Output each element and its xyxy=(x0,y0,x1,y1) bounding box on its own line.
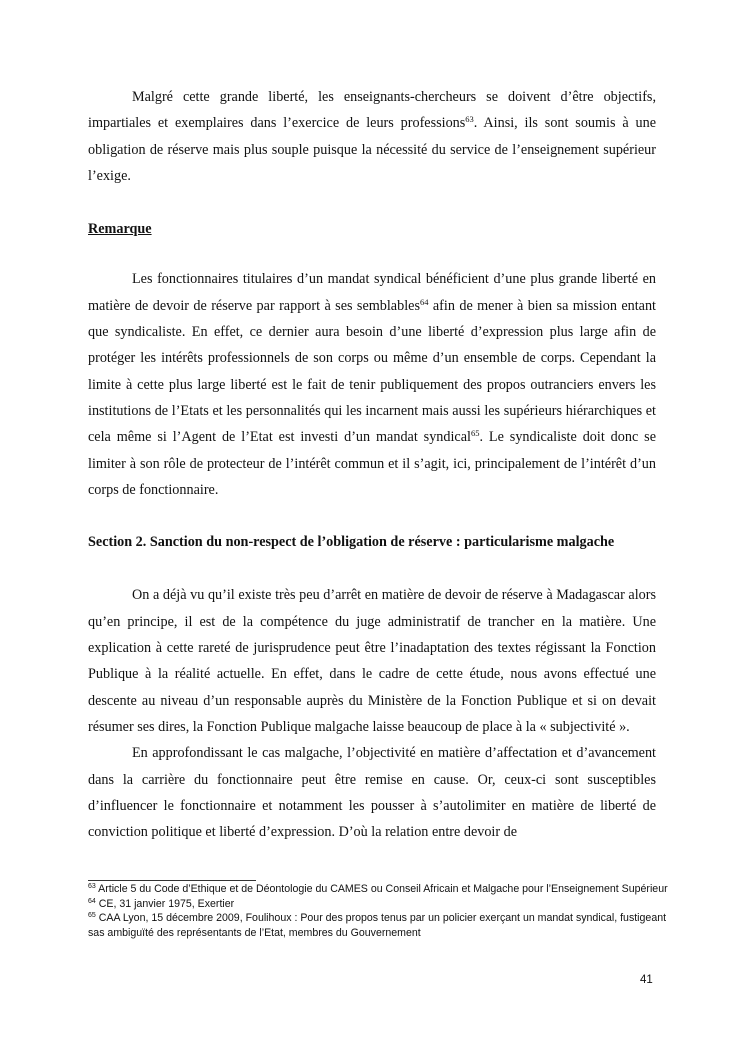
page-number: 41 xyxy=(640,974,653,986)
remark-heading: Remarque xyxy=(88,221,152,238)
footnote-ref-65[interactable]: 65 xyxy=(470,428,480,439)
footnote-separator xyxy=(88,880,256,881)
page-body xyxy=(88,84,656,845)
section-title: Section 2. Sanction du non-respect de l’obligation de réserve : particularisme malgache xyxy=(88,534,615,551)
footnote-ref-63[interactable]: 63 xyxy=(465,114,474,125)
paragraph-union-mandate: Les fonctionnaires titulaires d’un mandat syndical bénéficient d’une plus grande liberté en matière de devoir de réserve par rapport à ses semblables$^{64}$ afin de mener à bien sa mission entant que syndicaliste. En effet, ce dernier aura besoin d’une liberté d’expression plus large afin de protéger les intérêts professionnels de son corps ou même d’un ensemble de corps. Cependant la limite à cette plus large liberté est le fait de tenir publiquement des propos outranciers envers les institutions de l’Etats et les personnalités qui les incarnent mais aussi les supérieurs hiérarchiques et cela même si l’Agent de l’Etat est investi d’un mandat syndical$^{65}$. Le syndicaliste doit donc se limiter à son rôle de protecteur de l’intérêt commun et il s’agit, ici, principalement de l’intérêt d’un corps de fonctionnaire. xyxy=(88,271,656,498)
footnote-63: $^{63}$ Article 5 du Code d’Ethique et de Déontologie du CAMES ou Conseil Africain et Malgache pour l’Enseignement Supérieur xyxy=(88,883,668,895)
paragraph-teachers-freedom: Malgré cette grande liberté, les enseignants-chercheurs se doivent d’être objectifs, impartiales et exemplaires dans l’exercice de leurs professions$^{63}$. Ainsi, ils sont soumis à une obligation de réserve mais plus souple puisque la nécessité du service de l’enseignement supérieur l’exige. xyxy=(88,89,657,184)
footnote-65: $^{65}$ CAA Lyon, 15 décembre 2009, Foulihoux : Pour des propos tenus par un policier exerçant un mandat syndical, fustigeant sas ambiguïté des représentants de l’Etat, membres du Gouvernement xyxy=(88,912,667,939)
paragraph-madagascar-case-law: On a déjà vu qu’il existe très peu d’arrêt en matière de devoir de réserve à Madagascar alors qu’en principe, il est de la compétence du juge administratif de trancher en la matière. Une explication à cette rareté de jurisprudence peut être l’inadaptation des textes régissant la Fonction Publique à la réalité actuelle. En effet, dans le cadre de cette étude, nous avons effectué une descente au niveau d’un responsable auprès du Ministère de la Fonction Publique et si on devait résumer ses dires, la Fonction Publique malgache laisse beaucoup de place à la « subjectivité ». xyxy=(88,587,656,735)
footnotes xyxy=(88,882,668,940)
paragraph-malagasy-objectivity: En approfondissant le cas malgache, l’objectivité en matière d’affectation et d’avancement dans la carrière du fonctionnaire peut être remise en cause. Or, ceux-ci sont susceptibles d’influencer le fonctionnaire et notamment les pousser à s’autolimiter en matière de liberté de conviction politique et liberté d’expression. D’où la relation entre devoir de xyxy=(88,745,656,841)
footnote-ref-64[interactable]: 64 xyxy=(419,296,429,307)
footnote-64: $^{64}$ CE, 31 janvier 1975, Exertier xyxy=(88,897,235,910)
